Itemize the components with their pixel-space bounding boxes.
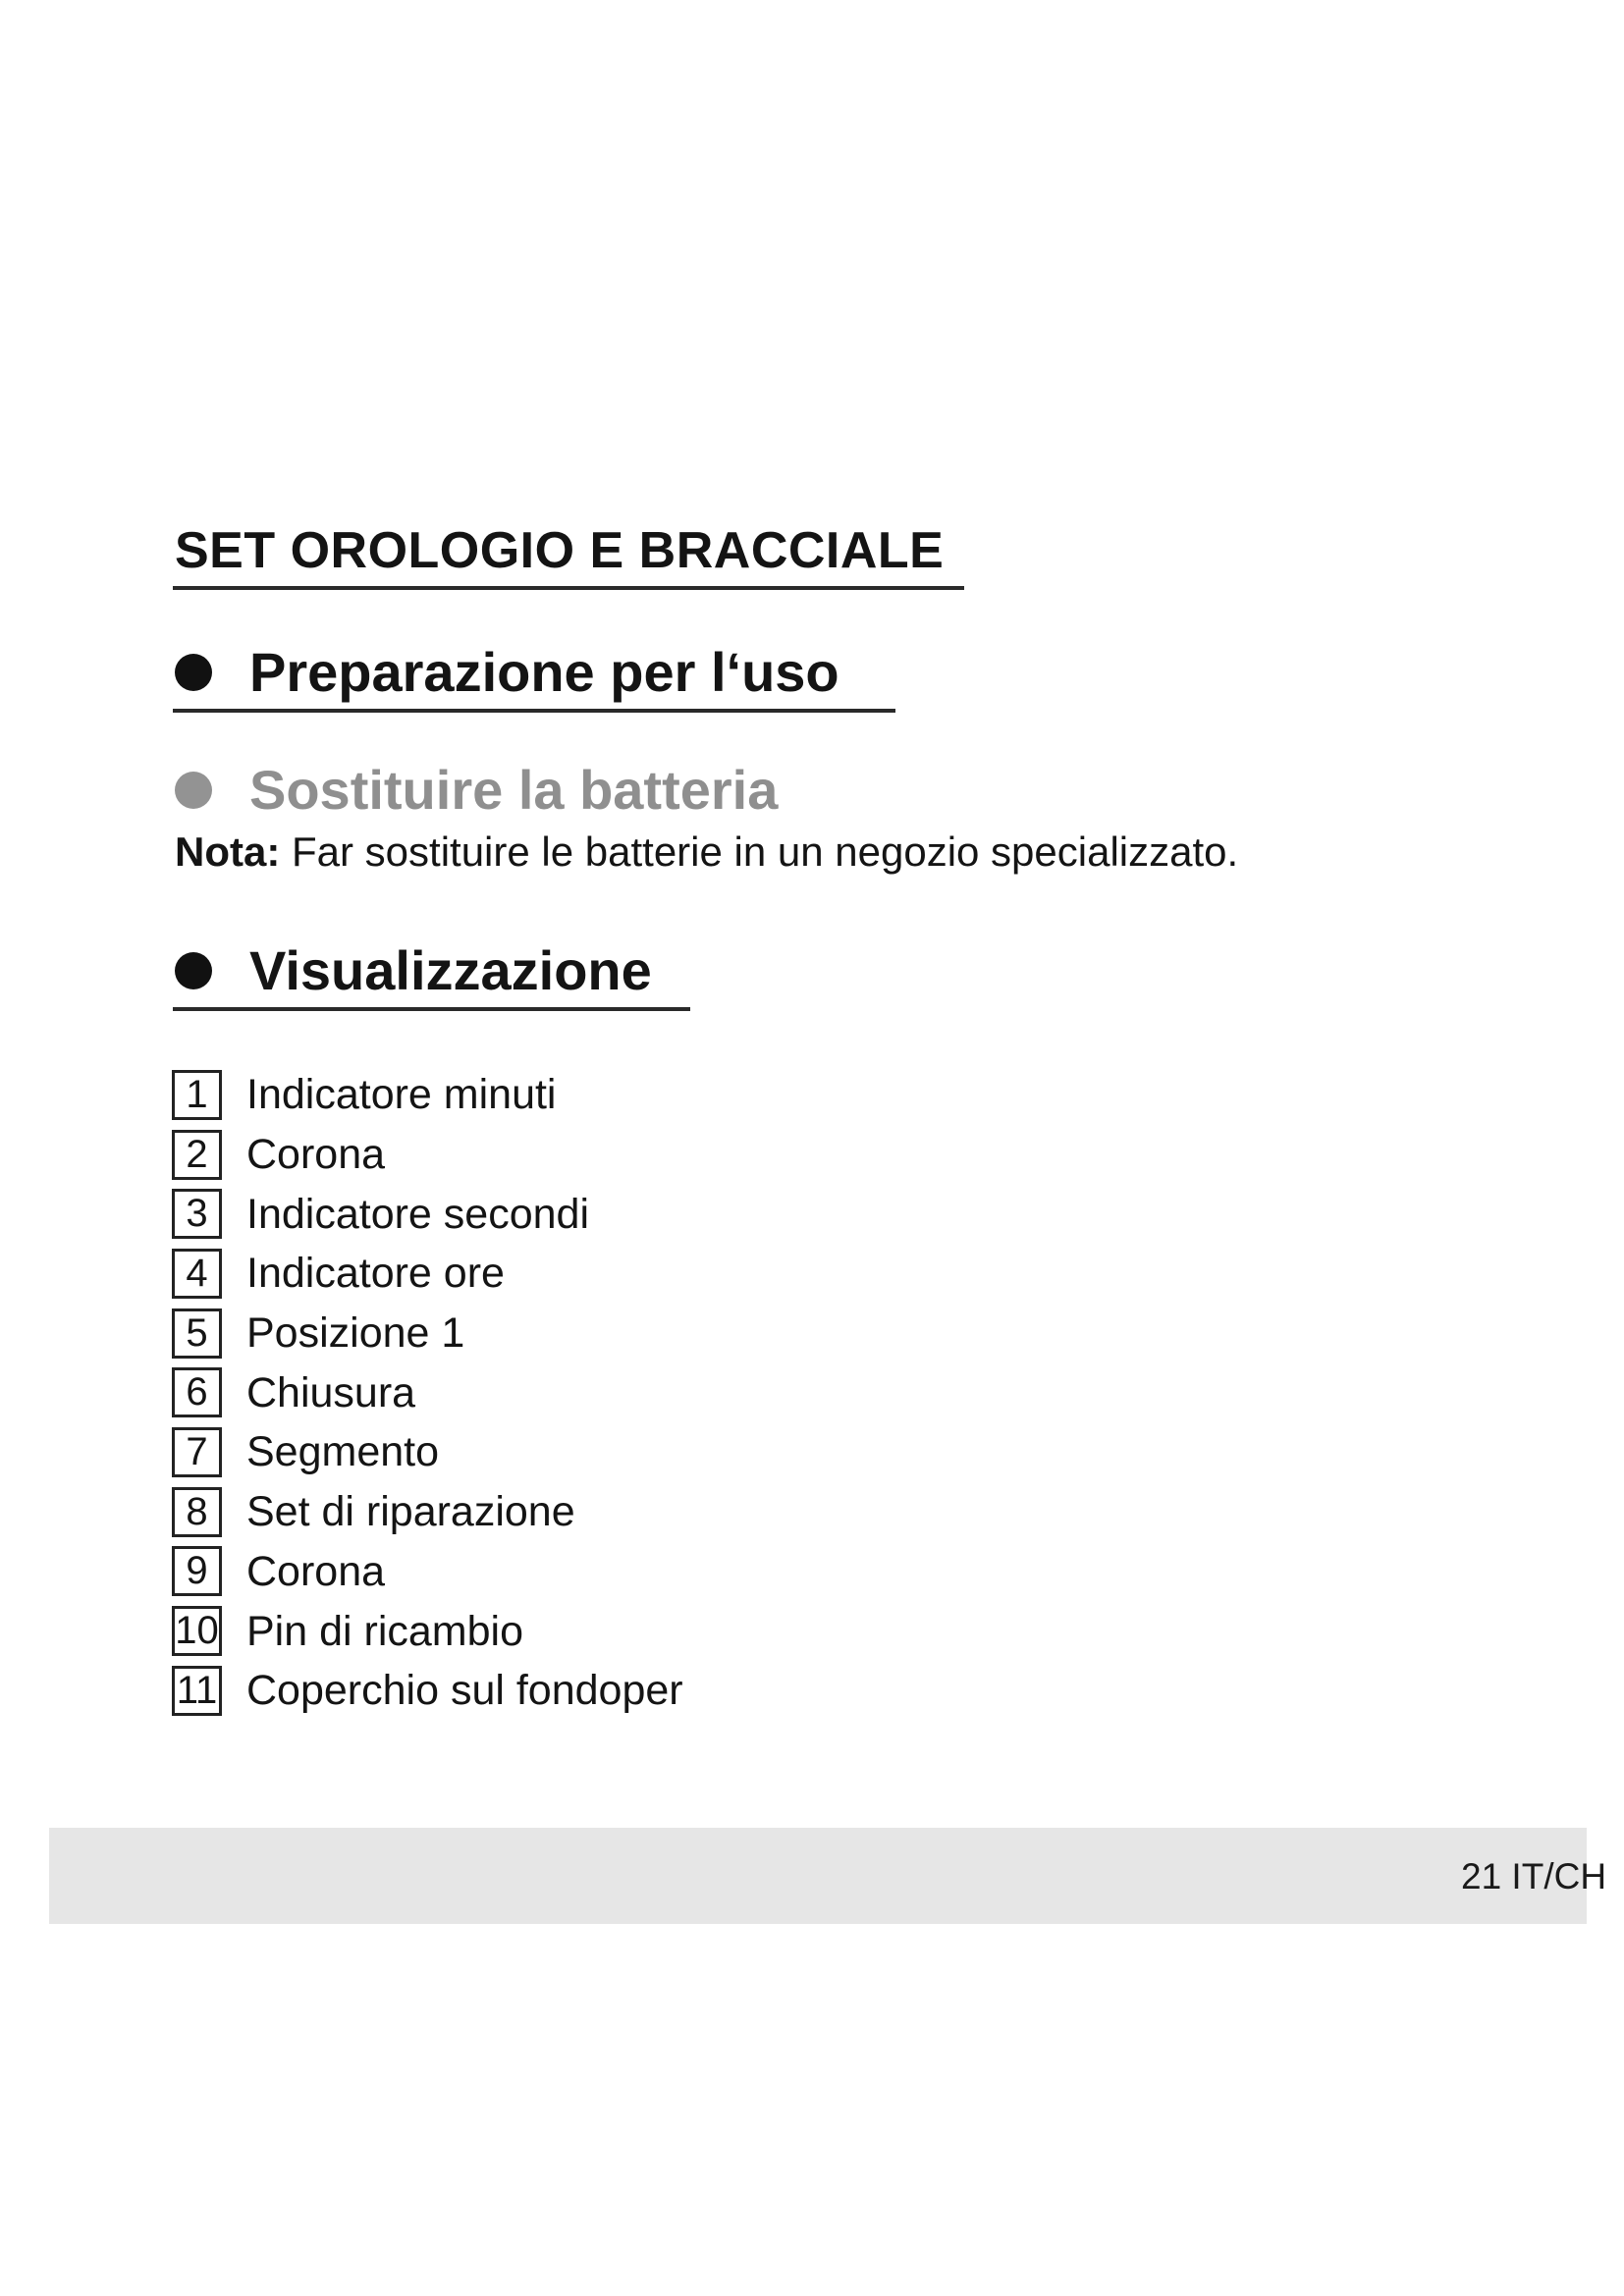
part-number-box: 10	[172, 1606, 222, 1656]
section-heading-battery	[173, 754, 778, 827]
section-heading-label: Visualizzazione	[249, 939, 652, 1001]
part-number-box: 9	[172, 1546, 222, 1596]
part-label: Chiusura	[246, 1368, 416, 1416]
section-heading-label: Preparazione per l‘uso	[249, 641, 839, 703]
parts-list-item	[172, 1065, 879, 1125]
parts-list-item	[172, 1244, 879, 1304]
part-number-box: 3	[172, 1189, 222, 1239]
part-label: Corona	[246, 1547, 386, 1595]
bullet-icon	[175, 654, 212, 691]
parts-list-item	[172, 1601, 879, 1661]
document-title: SET OROLOGIO E BRACCIALE	[173, 515, 964, 590]
part-number-box: 11	[172, 1666, 222, 1716]
section-heading-preparation	[173, 636, 895, 713]
part-label: Set di riparazione	[246, 1488, 575, 1536]
part-label: Coperchio sul fondoper	[246, 1667, 683, 1715]
part-label: Pin di ricambio	[246, 1607, 523, 1655]
part-label: Segmento	[246, 1428, 440, 1476]
parts-list-item	[172, 1362, 879, 1422]
note-paragraph	[175, 825, 1238, 880]
part-number-box: 5	[172, 1308, 222, 1359]
part-label: Corona	[246, 1131, 386, 1179]
part-number-box: 1	[172, 1070, 222, 1120]
part-number-box: 8	[172, 1487, 222, 1537]
parts-list-item	[172, 1422, 879, 1482]
parts-list-item	[172, 1661, 879, 1721]
parts-list-item	[172, 1125, 879, 1185]
part-label: Indicatore secondi	[246, 1190, 589, 1238]
part-number-box: 7	[172, 1427, 222, 1477]
bullet-icon	[175, 772, 212, 809]
section-heading-display	[173, 934, 690, 1011]
part-label: Indicatore ore	[246, 1250, 505, 1298]
parts-list-item	[172, 1304, 879, 1363]
note-text: Far sostituire le batterie in un negozio specializzato.	[292, 828, 1239, 875]
part-number-box: 2	[172, 1130, 222, 1180]
bullet-icon	[175, 952, 212, 989]
part-label: Posizione 1	[246, 1309, 465, 1358]
part-number-box: 6	[172, 1367, 222, 1417]
parts-list-item	[172, 1482, 879, 1542]
parts-list	[172, 1065, 879, 1721]
part-number-box: 4	[172, 1249, 222, 1299]
parts-list-item	[172, 1184, 879, 1244]
parts-list-item	[172, 1542, 879, 1602]
note-label: Nota:	[175, 828, 281, 875]
page-number: 21 IT/CH	[1461, 1856, 1607, 1896]
part-label: Indicatore minuti	[246, 1071, 557, 1119]
footer-band	[49, 1828, 1607, 1924]
section-heading-label: Sostituire la batteria	[249, 759, 779, 821]
